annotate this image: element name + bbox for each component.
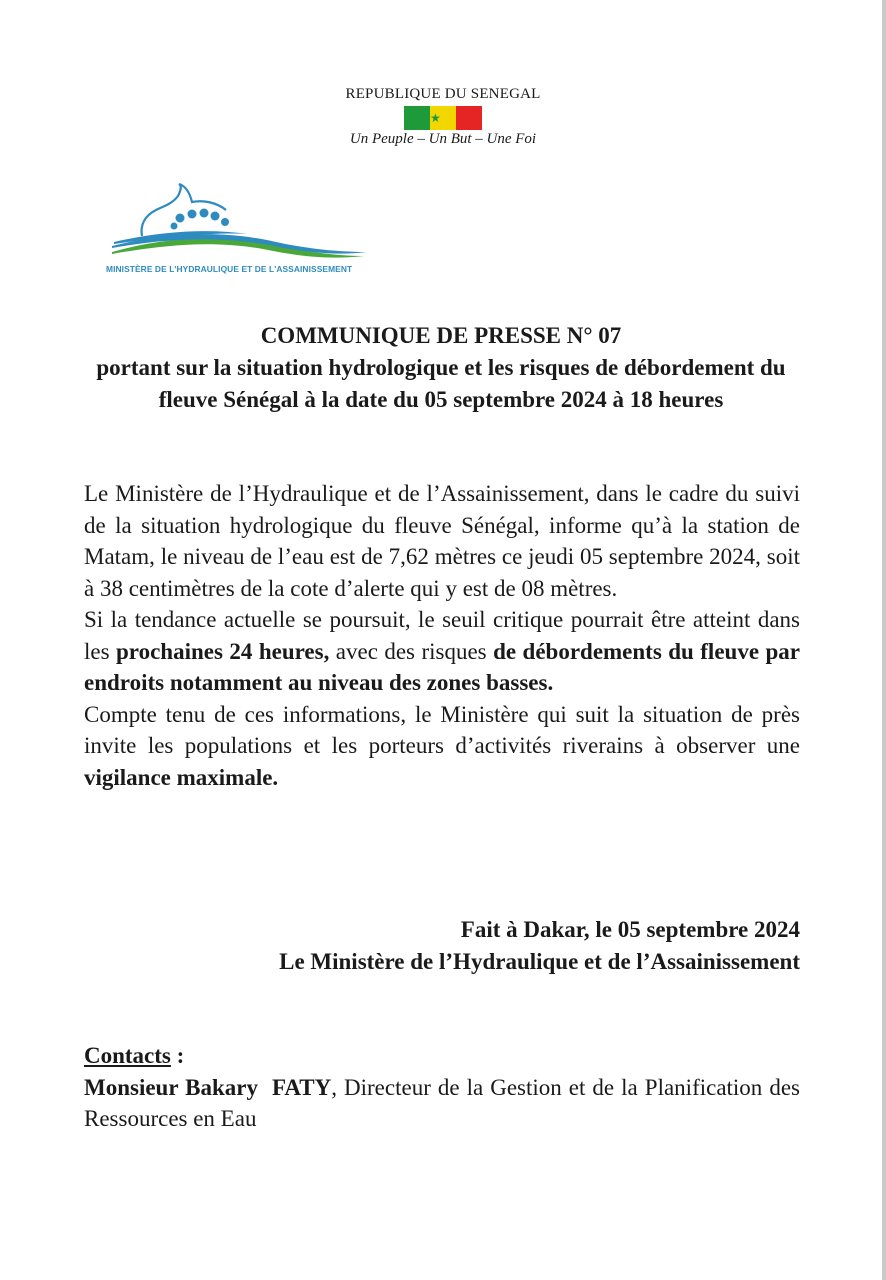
logo-drop-1 xyxy=(176,214,185,223)
national-motto: Un Peuple – Un But – Une Foi xyxy=(349,131,537,147)
signoff-block xyxy=(84,914,800,978)
logo-drop-3 xyxy=(200,209,209,218)
contacts-heading: Contacts xyxy=(84,1043,171,1068)
republic-header: REPUBLIQUE DU SENEGAL xyxy=(345,86,541,102)
body-p2-text-a: Si la tendance actuelle se poursuit, le seuil critique pourrait être atteint dans les xyxy=(84,607,800,664)
logo-drop-outline xyxy=(142,184,226,236)
body-paragraph-2 xyxy=(84,604,800,699)
body-p2-bold-b: de débordements du fleuve par endroits notamment au niveau des zones basses. xyxy=(84,638,800,695)
logo-drop-6 xyxy=(171,223,178,230)
logo-drop-2 xyxy=(188,210,197,219)
logo-drop-5 xyxy=(221,218,229,226)
ministry-logo-text: MINISTÈRE DE L'HYDRAULIQUE ET DE L'ASSAINISSEMENT xyxy=(106,264,353,274)
press-release-body xyxy=(84,478,800,793)
body-paragraph-3 xyxy=(84,699,800,794)
flag-red-band xyxy=(456,106,482,130)
body-paragraph-1: Le Ministère de l’Hydraulique et de l’Assainissement, dans le cadre du suivi de la situation hydrologique du fleuve Sénégal, informe qu’à la station de Matam, le niveau de l’eau est de 7,62 mètres ce jeudi 05 septembre 2024, soit à 38 centimètres de la cote d’alerte qui y est de 08 mètres. xyxy=(84,481,800,601)
flag-green-band xyxy=(404,106,430,130)
body-p3-text: Compte tenu de ces informations, le Ministère qui suit la situation de près invite les populations et les porteurs d’activités riverains à observer une xyxy=(84,701,800,758)
contact-role: , Directeur de la Gestion et de la Planification des Ressources en Eau xyxy=(84,1074,800,1131)
hydraulics-ministry-logo-icon xyxy=(108,180,370,276)
senegal-flag-icon xyxy=(404,106,482,130)
contacts-heading-colon: : xyxy=(170,1043,185,1068)
press-release-title xyxy=(80,320,802,416)
contacts-block xyxy=(84,1040,800,1135)
logo-drop-4 xyxy=(211,212,220,221)
body-p2-text-b: avec des risques xyxy=(329,638,494,664)
flag-yellow-band xyxy=(430,106,456,130)
page-edge-shadow xyxy=(882,0,886,1280)
contacts-heading-line xyxy=(84,1040,800,1072)
title-subject: portant sur la situation hydrologique et les risques de débordement du fleuve Sénégal à la date du 05 septembre 2024 à 18 heures xyxy=(96,355,786,412)
body-p2-bold-a: prochaines 24 heures, xyxy=(116,638,330,664)
contact-name: Monsieur Bakary FATY xyxy=(84,1074,332,1100)
body-p3-bold: vigilance maximale. xyxy=(84,764,279,790)
contact-entry xyxy=(84,1072,800,1135)
flag-star-icon: ★ xyxy=(430,111,441,125)
signoff-place-date: Fait à Dakar, le 05 septembre 2024 xyxy=(460,917,800,942)
signoff-signatory: Le Ministère de l’Hydraulique et de l’Assainissement xyxy=(279,949,800,974)
title-number: COMMUNIQUE DE PRESSE N° 07 xyxy=(260,323,622,348)
